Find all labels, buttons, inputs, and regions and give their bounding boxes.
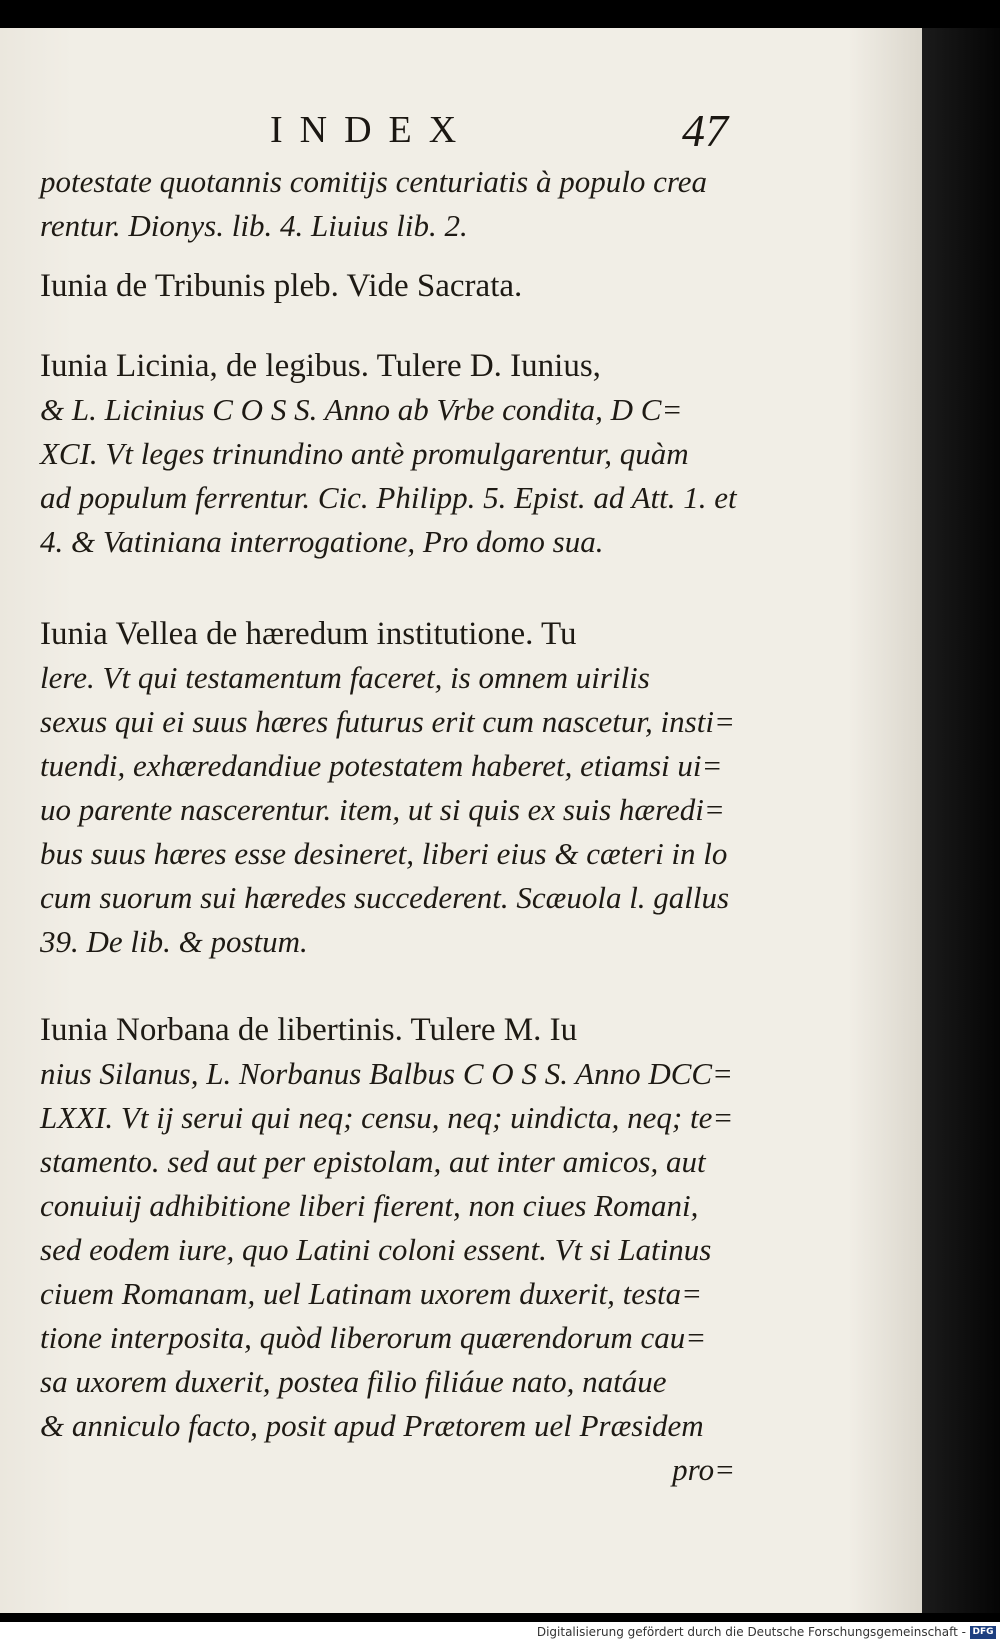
text-line: sa uxorem duxerit, postea filio filiáue nato, natáue — [40, 1364, 667, 1399]
text-line: 39. De lib. & postum. — [40, 924, 308, 959]
page-header — [270, 105, 770, 158]
entry-heading: Iunia Vellea de hæredum institutione. Tu — [40, 616, 577, 652]
text-block — [40, 160, 775, 1492]
page-edge-shadow — [922, 28, 1000, 1613]
text-line: potestate quotannis comitijs centuriatis à populo crea — [40, 164, 708, 199]
text-line: ciuem Romanam, uel Latinam uxorem duxerit, testa= — [40, 1276, 703, 1311]
entry-heading: Iunia de Tribunis pleb. Vide Sacrata. — [40, 268, 523, 304]
text-line: lere. Vt qui testamentum faceret, is omnem uirilis — [40, 660, 650, 695]
entry-iunia-norbana — [40, 1008, 775, 1492]
text-line: cum suorum sui hæredes succederent. Scæuola l. gallus — [40, 880, 730, 915]
running-head: INDEX — [270, 109, 474, 151]
text-line: bus suus hæres esse desineret, liberi eius & cæteri in lo — [40, 836, 728, 871]
text-line: nius Silanus, L. Norbanus Balbus C O S S. Anno DCC= — [40, 1056, 733, 1091]
text-line: conuiuij adhibitione liberi fierent, non ciues Romani, — [40, 1188, 699, 1223]
catchword: pro= — [672, 1452, 735, 1487]
text-line: stamento. sed aut per epistolam, aut inter amicos, aut — [40, 1144, 706, 1179]
text-line: XCI. Vt leges trinundino antè promulgarentur, quàm — [40, 436, 689, 471]
entry-iunia-de-tribunis — [40, 264, 775, 308]
text-line: 4. & Vatiniana interrogatione, Pro domo sua. — [40, 524, 604, 559]
text-line: LXXI. Vt ij serui qui neq; censu, neq; uindicta, neq; te= — [40, 1100, 734, 1135]
entry-iunia-licinia — [40, 344, 775, 564]
text-line: tuendi, exhæredandiue potestatem haberet, etiamsi ui= — [40, 748, 723, 783]
entry-heading: Iunia Licinia, de legibus. Tulere D. Iunius, — [40, 348, 601, 384]
dfg-logo-icon: DFG — [970, 1626, 996, 1639]
text-line: sexus qui ei suus hæres futurus erit cum nascetur, insti= — [40, 704, 735, 739]
text-line: sed eodem iure, quo Latini coloni essent. Vt si Latinus — [40, 1232, 712, 1267]
entry-continuation — [40, 160, 775, 248]
digitization-footer — [0, 1622, 1000, 1644]
text-line: ad populum ferrentur. Cic. Philipp. 5. Epist. ad Att. 1. et — [40, 480, 737, 515]
text-line: rentur. Dionys. lib. 4. Liuius lib. 2. — [40, 208, 468, 243]
text-line: tione interposita, quòd liberorum quærendorum cau= — [40, 1320, 707, 1355]
funding-credit: Digitalisierung gefördert durch die Deutsche Forschungsgemeinschaft - — [536, 1625, 966, 1639]
text-line: & anniculo facto, posit apud Prætorem uel Præsidem — [40, 1408, 704, 1443]
page-number: 47 — [682, 105, 728, 156]
entry-iunia-vellea — [40, 612, 775, 964]
entry-heading: Iunia Norbana de libertinis. Tulere M. Iu — [40, 1012, 578, 1048]
text-line: uo parente nascerentur. item, ut si quis ex suis hæredi= — [40, 792, 725, 827]
text-line: & L. Licinius C O S S. Anno ab Vrbe condita, D C= — [40, 392, 683, 427]
